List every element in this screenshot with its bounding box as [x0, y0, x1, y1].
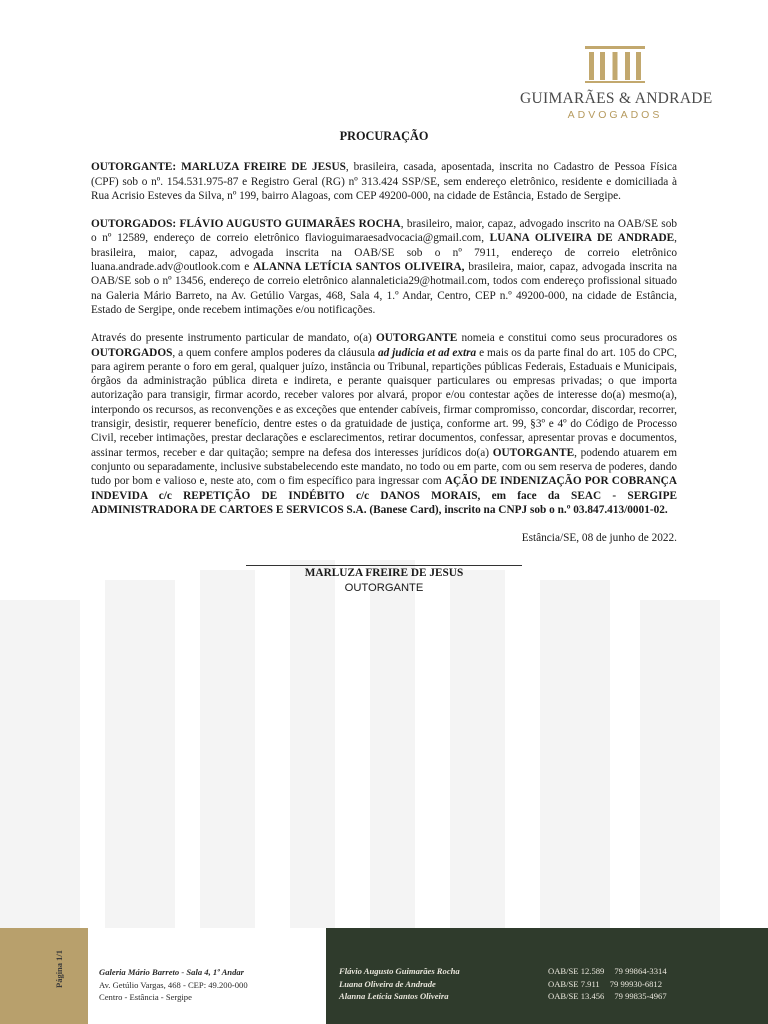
lawyer-contact — [548, 990, 667, 1003]
footer-address — [99, 966, 248, 1004]
lawyer-name: Flávio Augusto Guimarães Rocha — [339, 966, 460, 976]
document-date: Estância/SE, 08 de junho de 2022. — [521, 532, 677, 545]
footer-gold-band — [0, 928, 88, 1024]
document-title: PROCURAÇÃO — [339, 129, 429, 143]
address-line-2: Av. Getúlio Vargas, 468 - CEP: 49.200-000 — [99, 979, 248, 990]
lawyer-name: Alanna Letícia Santos Oliveira — [339, 991, 449, 1001]
lawyer-contact — [548, 965, 667, 978]
address-line-3: Centro - Estância - Sergipe — [99, 992, 192, 1002]
outorgados-paragraph — [91, 217, 677, 317]
columns-logo-icon — [583, 44, 647, 84]
outorgado-name-2: LUANA OLIVEIRA DE ANDRADE — [489, 232, 675, 245]
lawyer-oab: OAB/SE 7.911 — [548, 978, 600, 989]
footer-lawyers — [339, 965, 460, 1003]
signature-role: OUTORGANTE — [344, 581, 424, 594]
lawyer-contact — [548, 978, 667, 991]
outorgante-paragraph — [91, 160, 677, 203]
signature-block — [91, 565, 677, 595]
lawyer-oab: OAB/SE 12.589 — [548, 966, 605, 976]
lawyer-oab: OAB/SE 13.456 — [548, 991, 605, 1001]
outorgante-text: , brasileira, casada, aposentada, inscrita no Cadastro de Pessoa Física (CPF) sob o nº. 154.531.975-87 e Registro Geral (RG) nº 313.424 SSP/SE, sem endereço eletrônico, residente e domiciliada à Rua Acrisio Esteves da Silva, nº 199, bairro Alagoas, com CEP 49200-000, na cidade de Estância, Estado de Sergipe. — [91, 161, 677, 202]
mandate-text-5: , podendo atuarem em conjunto ou separadamente, inclusive substabelecendo este mandato, no todo ou em parte, com ou sem reserva de poderes, dando tudo por bom e valioso e, neste ato, com o fim específico para ingressar com — [91, 446, 677, 488]
footer-contacts — [548, 965, 667, 1003]
lawyer-phone: 79 99864-3314 — [614, 966, 667, 976]
document-body — [91, 129, 677, 595]
mandate-bold-2: OUTORGADOS — [91, 346, 173, 359]
mandate-bold-1: OUTORGANTE — [375, 332, 458, 345]
lawyer-phone: 79 99835-4967 — [614, 991, 667, 1001]
outorgados-text-1: , brasileiro, maior, capaz, advogado inscrito na OAB/SE sob o nº 12589, endereço de correio eletrônico flavioguimaraesadvocacia@gmail.com, — [91, 218, 677, 245]
outorgados-label: OUTORGADOS: FLÁVIO AUGUSTO GUIMARÃES ROCHA — [91, 218, 401, 231]
outorgados-text-2: , brasileira, maior, capaz, advogada inscrita na OAB/SE sob o nº 7911, endereço de correio eletrônico luana.andrade.adv@outlook.com e — [91, 232, 677, 274]
watermark-columns — [0, 560, 768, 940]
mandate-text-1: Através do presente instrumento particular de mandato, o(a) — [91, 332, 376, 345]
mandate-text-3: , a quem confere amplos poderes da cláusula — [172, 346, 378, 359]
outorgante-label: OUTORGANTE: MARLUZA FREIRE DE JESUS — [91, 161, 346, 174]
lawyer-name: Luana Oliveira de Andrade — [339, 978, 436, 989]
firm-logo — [520, 44, 713, 121]
outorgados-text-3: brasileira, maior, capaz, advogada inscrita na OAB/SE sob o nº 13456, endereço de correio eletrônico alannaleticia29@hotmail.com, todos com endereço profissional situado na Galeria Mário Barreto, na Av. Getúlio Vargas, 468, Sala 4, 1.º Andar, Centro, CEP n.º 49200-000, na cidade de Estância, Estado de Sergipe, onde recebem intimações e/ou notificações. — [91, 261, 677, 316]
signature-name: MARLUZA FREIRE DE JESUS — [304, 567, 464, 580]
firm-subtitle: ADVOGADOS — [567, 109, 663, 121]
mandate-paragraph — [91, 331, 677, 517]
firm-name: GUIMARÃES & ANDRADE — [520, 90, 713, 107]
outorgado-name-3: ALANNA LETÍCIA SANTOS OLIVEIRA, — [253, 261, 465, 274]
address-line-1: Galeria Mário Barreto - Sala 4, 1º Andar — [99, 967, 245, 977]
mandate-clause: ad judicia et ad extra — [377, 346, 477, 359]
mandate-text-4: e mais os da parte final do art. 105 do CPC, para agirem perante o foro em geral, qualquer juízo, instância ou Tribunal, repartições públicas Federais, Estaduais e Municipais, órgãos da administração pública direta e indireta, e perante quaisquer particulares ou empresas privadas; o que importa autorização para transigir, firmar acordo, receber valores por alvará, propor e/ou contestar ações de interesse do(a) mesmo(a), interpondo os recursos, as reconvenções e as exceções que entender cabíveis, firmar compromisso, concordar, discordar, recorrer, transigir, desistir, requerer benefício, dentre estes o da gratuidade de justiça, conforme art. 99, §3º e 4º do Código de Processo Civil, receber intimações, prestar declarações e esclarecimentos, retirar documentos, confessar, apresentar provas e documentos, assinar termos, receber e dar quitação; sempre na defesa dos interesses jurídicos do(a) — [91, 346, 677, 459]
page-number: Página 1/1 — [54, 949, 64, 988]
mandate-action: AÇÃO DE INDENIZAÇÃO POR COBRANÇA INDEVIDA c/c REPETIÇÃO DE INDÉBITO c/c DANOS MORAIS, em face da SEAC - SERGIPE ADMINISTRADORA DE CARTOES E SERVICOS S.A. (Banese Card), inscrito na CNPJ sob o n.º 03.847.413/0001-02. — [91, 475, 678, 516]
lawyer-phone: 79 99930-6812 — [609, 978, 663, 989]
mandate-text-2: nomeia e constitui como seus procuradores os — [457, 332, 677, 345]
mandate-bold-3: OUTORGANTE — [492, 446, 575, 459]
